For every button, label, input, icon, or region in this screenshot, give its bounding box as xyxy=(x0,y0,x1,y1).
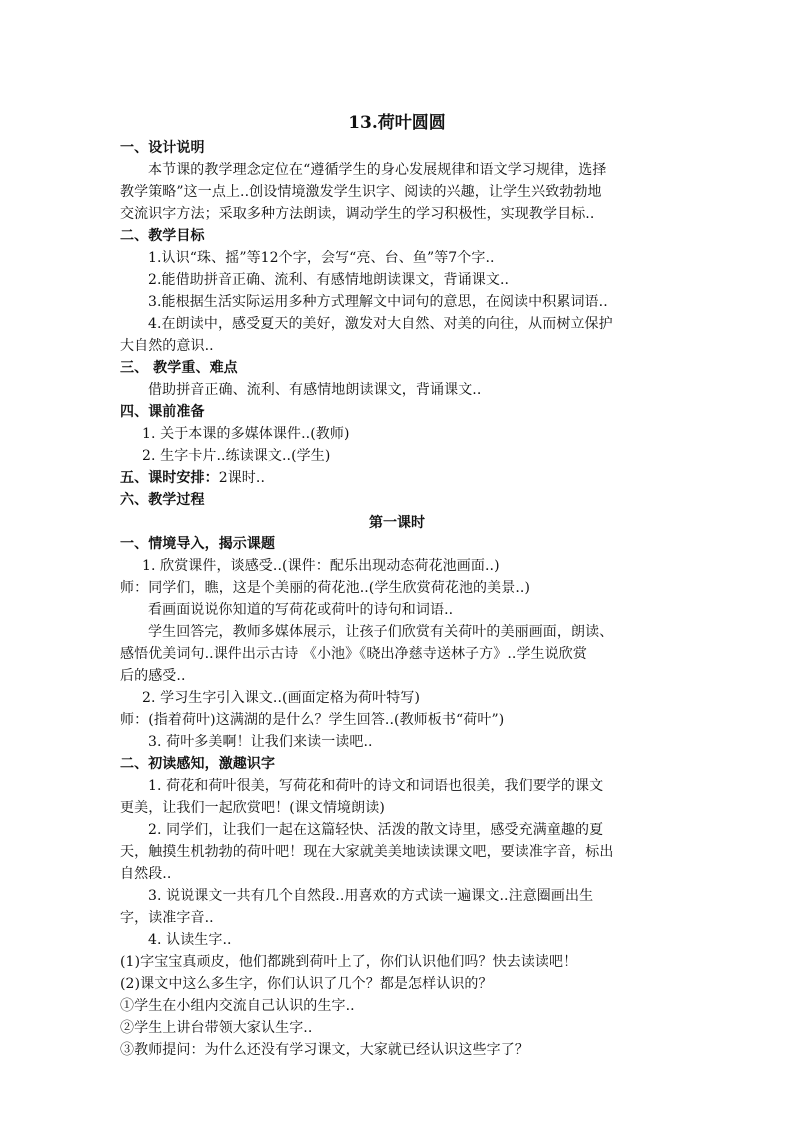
list-item: (2)课文中这么多生字，你们认识了几个？都是怎样认识的？ xyxy=(120,976,493,992)
paragraph-line: 更美，让我们一起欣赏吧！(课文情境朗读) xyxy=(120,800,385,816)
list-item: 3. 荷叶多美啊！让我们来读一读吧.. xyxy=(148,734,373,750)
paragraph-line: 天，触摸生机勃勃的荷叶吧！现在大家就美美地读读课文吧，要读准字音，标出 xyxy=(120,844,614,860)
list-item: 4. 认读生字.. xyxy=(148,932,232,948)
section-heading-schedule xyxy=(120,468,265,488)
paragraph-line: 师：同学们，瞧，这是个美丽的荷花池..(学生欣赏荷花池的美景..) xyxy=(120,580,531,596)
section-heading-prep: 四、课前准备 xyxy=(120,404,205,420)
page-title: 13.荷叶圆圆 xyxy=(348,113,446,133)
list-item: 4.在朗读中，感受夏天的美好，激发对大自然、对美的向往，从而树立保护 xyxy=(148,316,613,332)
list-item: 2.能借助拼音正确、流利、有感情地朗读课文，背诵课文.. xyxy=(148,272,510,288)
paragraph-line: 借助拼音正确、流利、有感情地朗读课文，背诵课文.. xyxy=(148,382,482,398)
section-heading-focus: 三、 教学重、难点 xyxy=(120,360,238,376)
list-item: ③教师提问：为什么还没有学习课文，大家就已经认识这些字了？ xyxy=(120,1042,529,1058)
list-item: 1. 关于本课的多媒体课件..(教师) xyxy=(142,426,350,442)
paragraph-line: 后的感受.. xyxy=(120,668,186,684)
section-heading-process: 六、教学过程 xyxy=(120,492,205,508)
paragraph-line: 大自然的意识.. xyxy=(120,338,214,354)
list-item: ①学生在小组内交流自己认识的生字.. xyxy=(120,998,355,1014)
step-heading-intro: 一、情境导入，揭示课题 xyxy=(120,536,276,552)
paragraph-line: 教学策略”这一点上..创设情境激发学生识字、阅读的兴趣，让学生兴致勃勃地 xyxy=(120,184,602,200)
list-item: 2. 同学们，让我们一起在这篇轻快、活泼的散文诗里，感受充满童趣的夏 xyxy=(148,822,604,838)
schedule-label: 五、课时安排： xyxy=(120,470,219,486)
list-item: ②学生上讲台带领大家认生字.. xyxy=(120,1020,313,1036)
section-heading-goals: 二、教学目标 xyxy=(120,228,205,244)
list-item: 3. 说说课文一共有几个自然段..用喜欢的方式读一遍课文..注意圈画出生 xyxy=(148,888,594,904)
list-item: 1. 荷花和荷叶很美，写荷花和荷叶的诗文和词语也很美，我们要学的课文 xyxy=(148,778,604,794)
paragraph-line: 字，读准字音.. xyxy=(120,910,214,926)
paragraph-line: 看画面说说你知道的写荷花或荷叶的诗句和词语.. xyxy=(148,602,454,618)
lesson-subtitle: 第一课时 xyxy=(369,515,425,531)
schedule-value: 2课时.. xyxy=(218,470,266,486)
list-item: 1.认识“珠、摇”等12个字，会写“亮、台、鱼”等7个字.. xyxy=(148,250,495,266)
paragraph-line: 本节课的教学理念定位在“遵循学生的身心发展规律和语文学习规律，选择 xyxy=(148,162,607,178)
list-item: 2. 生字卡片..练读课文..(学生) xyxy=(142,448,331,464)
step-heading-reading: 二、初读感知，激趣识字 xyxy=(120,756,276,772)
paragraph-line: 感悟优美词句..课件出示古诗 《小池》《晓出净慈寺送林子方》..学生说欣赏 xyxy=(120,646,587,662)
paragraph-line: 师：(指着荷叶)这满湖的是什么？学生回答..(教师板书“荷叶”) xyxy=(120,712,505,728)
paragraph-line: 自然段.. xyxy=(120,866,172,882)
paragraph-line: 学生回答完，教师多媒体展示，让孩子们欣赏有关荷叶的美丽画面，朗读、 xyxy=(148,624,614,640)
list-item: (1)字宝宝真顽皮，他们都跳到荷叶上了，你们认识他们吗？快去读读吧！ xyxy=(120,954,578,970)
list-item: 3.能根据生活实际运用多种方式理解文中词句的意思，在阅读中积累词语.. xyxy=(148,294,608,310)
section-heading-design: 一、设计说明 xyxy=(120,140,205,156)
paragraph-line: 交流识字方法；采取多种方法朗读，调动学生的学习积极性，实现教学目标.. xyxy=(120,206,595,222)
list-item: 2. 学习生字引入课文..(画面定格为荷叶特写) xyxy=(142,690,421,706)
list-item: 1. 欣赏课件，谈感受..(课件：配乐出现动态荷花池画面..) xyxy=(142,558,500,574)
